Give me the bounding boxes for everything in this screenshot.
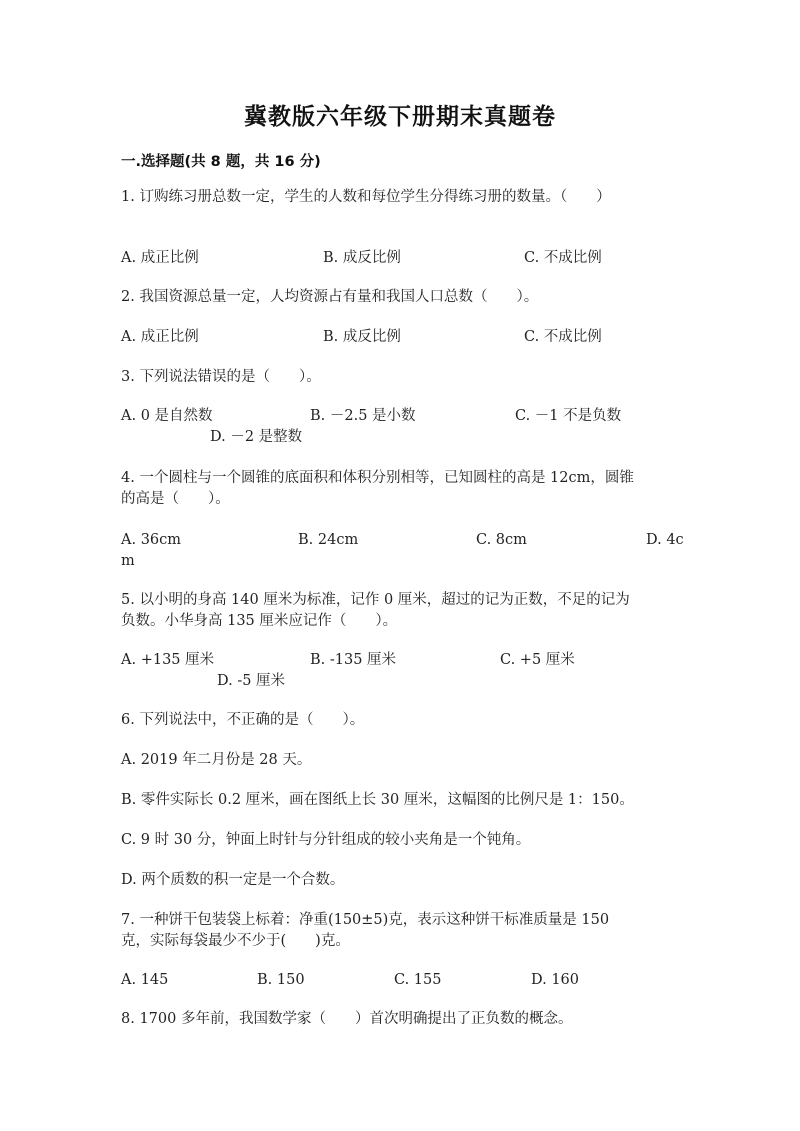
question-6-option-b: B. 零件实际长 0.2 厘米，画在图纸上长 30 厘米，这幅图的比例尺是 1：150。 <box>121 792 634 808</box>
question-1-option-b: B. 成反比例 <box>323 250 401 266</box>
section-heading: 一.选择题(共 8 题，共 16 分) <box>121 154 321 170</box>
question-7-stem-line-2: 克，实际每袋最少不少于( )克。 <box>121 933 350 949</box>
question-7-option-d: D. 160 <box>531 972 580 988</box>
question-6-stem: 6. 下列说法中，不正确的是（ ）。 <box>121 712 365 728</box>
question-4-option-c: C. 8cm <box>476 532 527 548</box>
question-7-stem-line-1: 7. 一种饼干包装袋上标着：净重(150±5)克，表示这种饼干标准质量是 150 <box>121 912 610 928</box>
question-5-stem-line-2: 负数。小华身高 135 厘米应记作（ ）。 <box>121 613 398 629</box>
question-4-option-d-wrap: m <box>121 553 135 569</box>
question-5-option-d: D. -5 厘米 <box>217 673 286 689</box>
question-3-option-c: C. －1 不是负数 <box>515 408 622 424</box>
question-6-option-c: C. 9 时 30 分，钟面上时针与分针组成的较小夹角是一个钝角。 <box>121 832 531 848</box>
question-7-option-c: C. 155 <box>394 972 442 988</box>
question-3-option-d: D. －2 是整数 <box>210 429 303 445</box>
question-4-option-b: B. 24cm <box>298 532 359 548</box>
question-2-option-a: A. 成正比例 <box>121 329 199 345</box>
question-5-option-a: A. +135 厘米 <box>121 652 215 668</box>
question-4-stem-line-1: 4. 一个圆柱与一个圆锥的底面积和体积分别相等，已知圆柱的高是 12cm，圆锥 <box>121 470 634 486</box>
question-6-option-a: A. 2019 年二月份是 28 天。 <box>121 752 312 768</box>
question-5-option-c: C. +5 厘米 <box>500 652 575 668</box>
question-7-option-b: B. 150 <box>257 972 305 988</box>
page-title: 冀教版六年级下册期末真题卷 <box>244 104 556 130</box>
question-2-stem: 2. 我国资源总量一定，人均资源占有量和我国人口总数（ ）。 <box>121 289 539 305</box>
question-4-stem-line-2: 的高是（ ）。 <box>121 491 230 507</box>
question-2-option-b: B. 成反比例 <box>323 329 401 345</box>
question-8-stem: 8. 1700 多年前，我国数学家（ ）首次明确提出了正负数的概念。 <box>121 1011 573 1027</box>
question-1-stem: 1. 订购练习册总数一定，学生的人数和每位学生分得练习册的数量。（ ） <box>121 189 611 205</box>
question-1-option-c: C. 不成比例 <box>524 250 602 266</box>
question-3-option-a: A. 0 是自然数 <box>121 408 213 424</box>
question-6-option-d: D. 两个质数的积一定是一个合数。 <box>121 872 345 888</box>
question-2-option-c: C. 不成比例 <box>524 329 602 345</box>
question-4-option-a: A. 36cm <box>121 532 182 548</box>
question-3-stem: 3. 下列说法错误的是（ ）。 <box>121 369 321 385</box>
question-1-option-a: A. 成正比例 <box>121 250 199 266</box>
question-3-option-b: B. －2.5 是小数 <box>310 408 416 424</box>
question-4-option-d: D. 4c <box>646 532 684 548</box>
question-5-option-b: B. -135 厘米 <box>310 652 397 668</box>
question-7-option-a: A. 145 <box>121 972 169 988</box>
question-5-stem-line-1: 5. 以小明的身高 140 厘米为标准，记作 0 厘米，超过的记为正数，不足的记为 <box>121 592 630 608</box>
